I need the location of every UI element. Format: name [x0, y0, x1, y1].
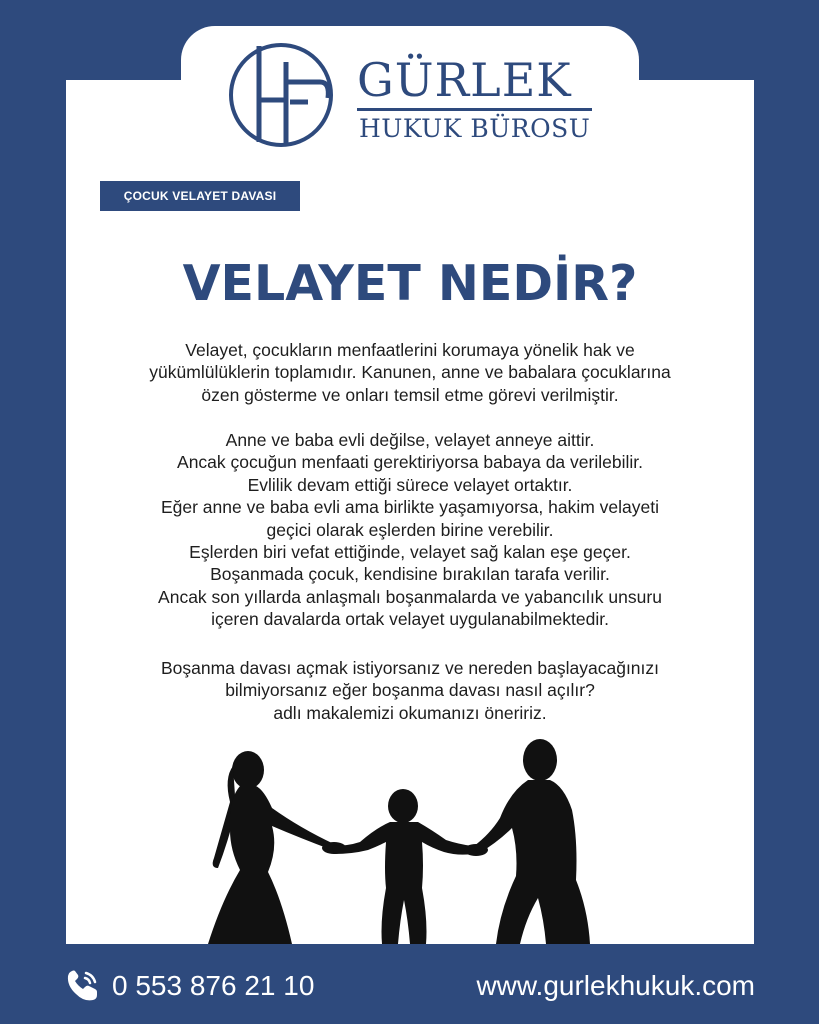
paragraph-line: Velayet, çocukların menfaatlerini korumaya yönelik hak ve — [185, 340, 635, 360]
paragraph-recommendation — [80, 657, 740, 724]
phone-number: 0 553 876 21 10 — [112, 970, 315, 1001]
paragraph-line: bilmiyorsanız eğer boşanma davası nasıl açılır? — [225, 680, 595, 701]
paragraph-line: adlı makalemizi okumanızı öneririz. — [273, 702, 547, 723]
brand-name: GÜRLEK — [357, 53, 572, 107]
website-link[interactable]: www.gurlekhukuk.com — [476, 970, 755, 1001]
brand-divider — [357, 108, 592, 111]
paragraph-line: Boşanmada çocuk, kendisine bırakılan tarafa verilir. — [210, 564, 610, 585]
paragraph-line: Ancak çocuğun menfaati gerektiriyorsa babaya da verilebilir. — [177, 452, 643, 473]
family-silhouette-icon — [200, 730, 610, 944]
paragraph-rules — [80, 429, 740, 631]
phone-contact[interactable] — [64, 968, 314, 1004]
brand-subtitle: HUKUK BÜROSU — [359, 114, 591, 143]
gh-monogram-icon — [228, 42, 334, 148]
paragraph-line: Evlilik devam ettiği sürece velayet ortaktır. — [247, 474, 573, 495]
phone-icon — [64, 968, 100, 1004]
brand-logo[interactable] — [228, 42, 592, 148]
paragraph-line: içeren davalarda ortak velayet uygulanabilmektedir. — [211, 609, 609, 630]
paragraph-line: Anne ve baba evli değilse, velayet anneye aittir. — [225, 430, 595, 450]
category-badge: ÇOCUK VELAYET DAVASI — [100, 181, 300, 211]
paragraph-definition — [80, 339, 740, 406]
paragraph-line: Boşanma davası açmak istiyorsanız ve nereden başlayacağınızı — [160, 658, 660, 678]
paragraph-line: Eşlerden biri vefat ettiğinde, velayet sağ kalan eşe geçer. — [189, 542, 631, 563]
page-title: VELAYET NEDİR? — [182, 255, 638, 312]
paragraph-line: Eğer anne ve baba evli ama birlikte yaşamıyorsa, hakim velayeti — [160, 497, 659, 518]
paragraph-line: geçici olarak eşlerden birine verebilir. — [266, 519, 554, 540]
paragraph-line: özen gösterme ve onları temsil etme görevi verilmiştir. — [201, 384, 619, 405]
paragraph-line: Ancak son yıllarda anlaşmalı boşanmalarda ve yabancılık unsuru — [158, 586, 662, 607]
paragraph-line: yükümlülüklerin toplamıdır. Kanunen, anne ve babalara çocuklarına — [149, 362, 671, 383]
